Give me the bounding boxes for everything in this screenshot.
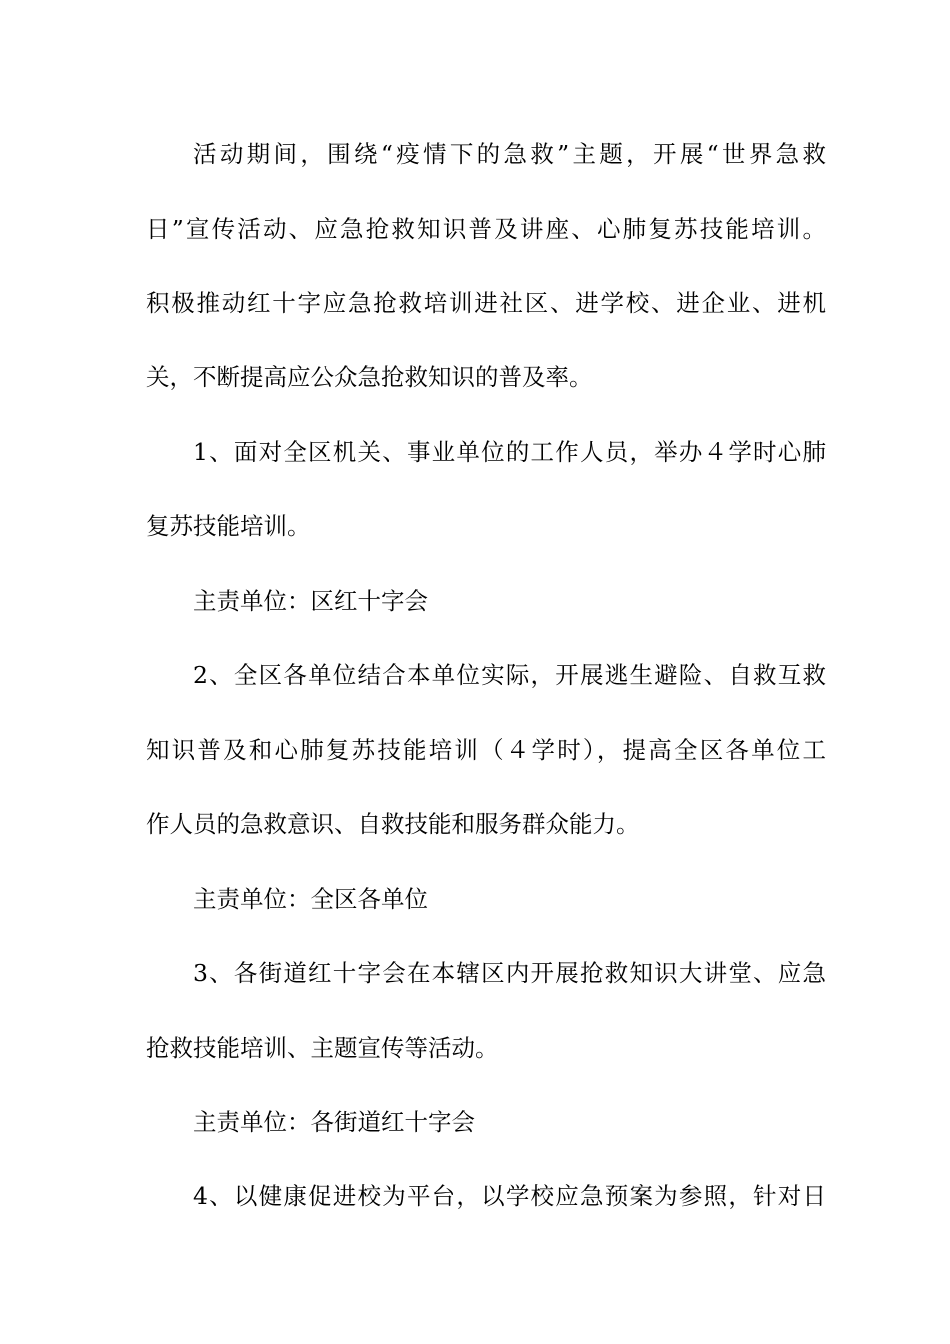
text-line: 活动期间，围绕“疫情下的急救”主题，开展“世界急救 bbox=[193, 140, 826, 168]
text-line: 2、全区各单位结合本单位实际，开展逃生避险、自救互救 bbox=[193, 661, 826, 689]
text-line: 1、面对全区机关、事业单位的工作人员，举办４学时心肺 bbox=[193, 438, 826, 466]
text-line: 主责单位：区红十字会 bbox=[193, 587, 428, 615]
text-line: 知识普及和心肺复苏技能培训（４学时），提高全区各单位工 bbox=[146, 736, 826, 764]
text-line: 3、各街道红十字会在本辖区内开展抢救知识大讲堂、应急 bbox=[193, 959, 826, 987]
text-line: 主责单位：各街道红十字会 bbox=[193, 1108, 475, 1136]
text-line: 抢救技能培训、主题宣传等活动。 bbox=[146, 1034, 499, 1062]
text-line: 主责单位：全区各单位 bbox=[193, 885, 428, 913]
text-line: 复苏技能培训。 bbox=[146, 512, 311, 540]
text-line: 关，不断提高应公众急抢救知识的普及率。 bbox=[146, 363, 593, 391]
text-line: 4、以健康促进校为平台，以学校应急预案为参照，针对日 bbox=[193, 1182, 826, 1210]
text-line: 作人员的急救意识、自救技能和服务群众能力。 bbox=[146, 810, 640, 838]
text-line: 日”宣传活动、应急抢救知识普及讲座、心肺复苏技能培训。 bbox=[146, 215, 826, 243]
text-line: 积极推动红十字应急抢救培训进社区、进学校、进企业、进机 bbox=[146, 289, 826, 317]
